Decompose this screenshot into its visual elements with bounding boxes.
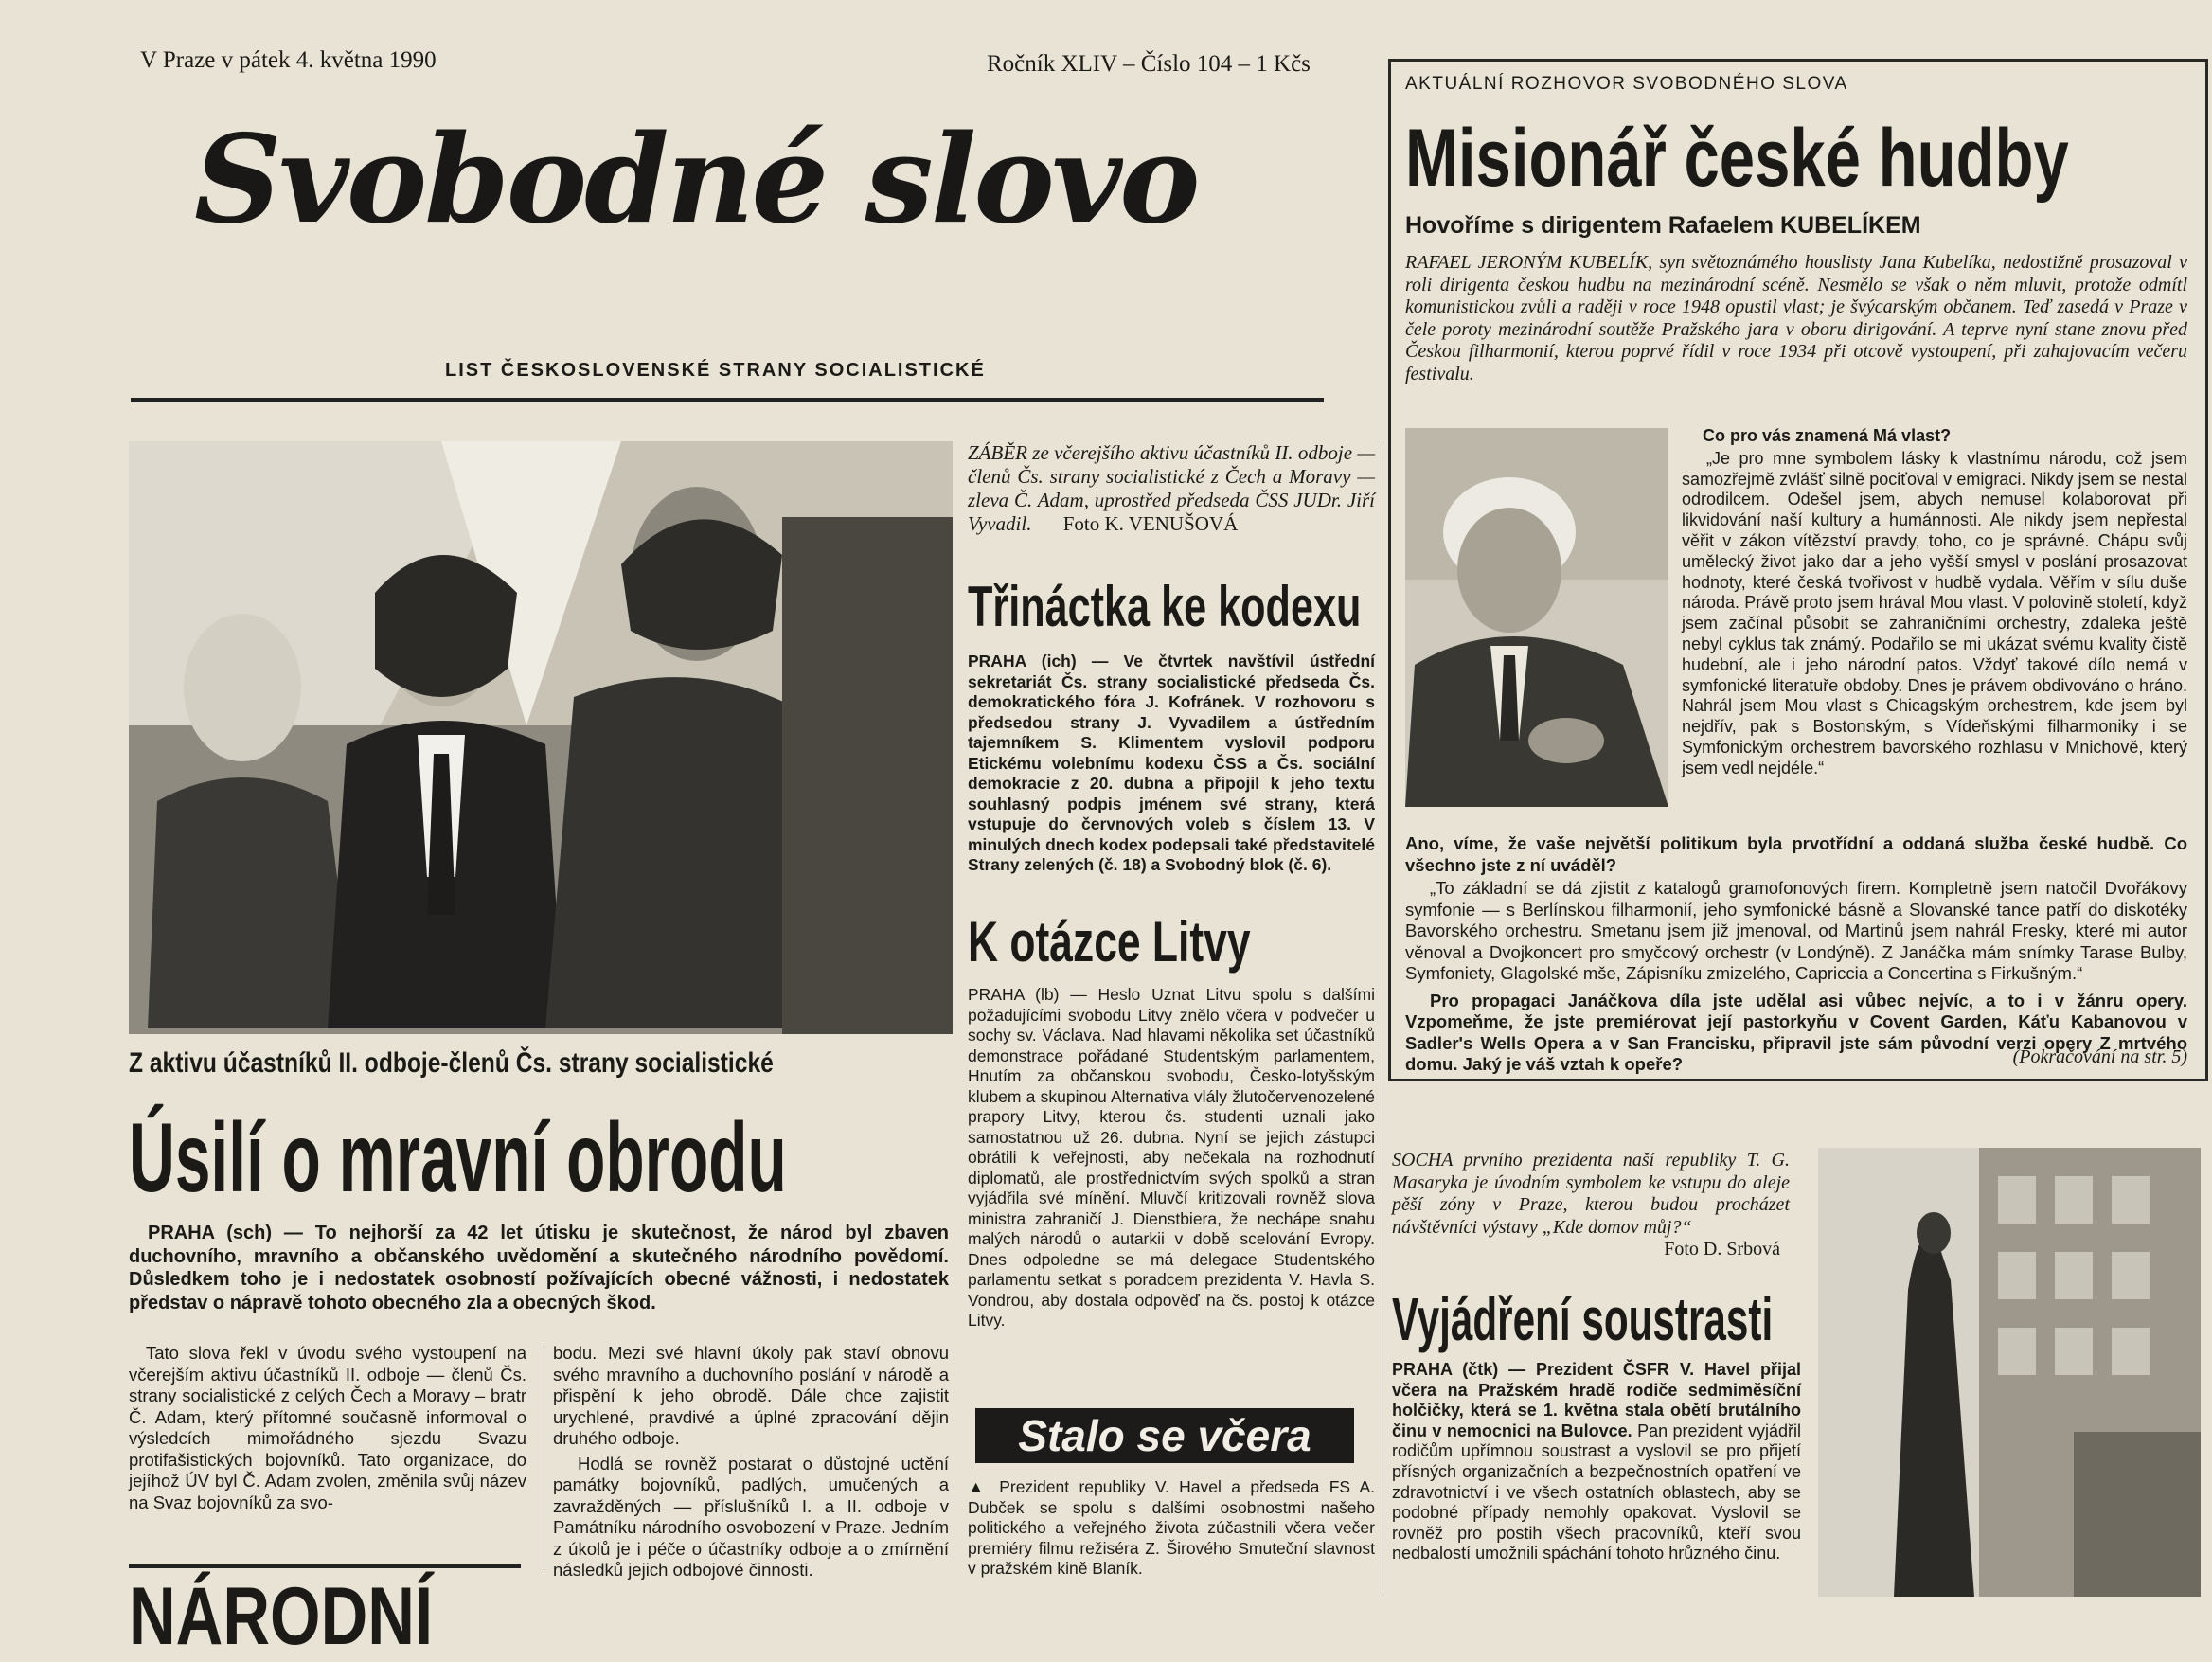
interview-qa-2 (1405, 833, 2187, 1076)
main-photo (129, 441, 953, 1034)
interview-question-1: Co pro vás znamená Má vlast? (1703, 426, 1952, 445)
stalo-se-text: Prezident republiky V. Havel a předseda FS A. Dubček se spolu s dalšími osobnostmi našeho politického a veřejného života zúčastnili včera večer premiéry filmu režiséra Z. Širového Smuteční slavnost v pražském kině Blaník. (968, 1477, 1375, 1578)
usili-headline: Úsilí o mravní obrodu (129, 1103, 787, 1213)
usili-col1: Tato slova řekl v úvodu svého vystoupení na včerejším aktivu účastníků II. odboje — členů Čs. strany socialistické z celých Čech a Moravy – bratr Č. Adam, který přítomné současně informoval o výsledcích mimořádného sjezdu Svazu protifašistických bojovníků. Tato organizace, do jejíhož ÚV byl Č. Adam zvolen, změnila svůj název na Svaz bojovníků za svo- (129, 1343, 526, 1512)
soustrast-body (1392, 1360, 1801, 1564)
litva-text: PRAHA (lb) — Heslo Uznat Litvu spolu s dalšími požadujícími svobodu Litvy znělo včera v podvečer u sochy sv. Václava. Nad hlavami několika set účastníků demonstrace pořádané Studentským parlamentem, Hnutím za občanskou svobodu, Česko-lotyšským klubem a skupinou Alternativa vlály žlutočervenozelené prapory Litvy, kterou čs. studenti uznali jako samostatnou už 26. dubna. Nyní se jejich zástupci obrátili k veřejnosti, aby nečekala na rozhodnutí diplomatů, ale prostřednictvím svých spolků a stran vyjádřila své mínění. Mluvčí kritizovali rovněž slova ministra zahraničí J. Dienstbiera, že nechápe snahu malých národů o autarkii v době scelování Evropy. Dnes odpoledne se má delegace Studentského parlamentu setkat s poradcem prezidenta V. Havla S. Vondrou, aby dostala odpověď na čs. postoj k otázce Litvy. (968, 985, 1375, 1330)
group-photo-image (129, 441, 953, 1034)
interview-headline: Misionář české hudby (1405, 113, 2069, 204)
trinactka-text: PRAHA (ich) — Ve čtvrtek navštívil ústřední sekretariát Čs. strany socialistické předseda Čs. demokratického fóra J. Kofránek. V rozhovoru s předsedou strany J. Vyvadilem a ústředním tajemníkem S. Klimentem vyslovil podporu Etickému volebnímu kodexu ČSS a Čs. sociální demokracie z 20. dubna a připojil k jeho textu souhlasný podpis jménem své strany, která vstupuje do červnových voleb s číslem 13. V minulých dnech kodex podepsali také představitelé Strany zelených (č. 18) a Svobodný blok (č. 6). (968, 652, 1375, 874)
issue-info: Ročník XLIV – Číslo 104 – 1 Kčs (987, 51, 1311, 77)
photo-note-text: ZÁBĚR ze včerejšího aktivu účastníků II. odboje — členů Čs. strany socialistické z Čech a Moravy — zleva Č. Adam, uprostřed předseda ČSS JUDr. Jiří Vyvadil. (968, 441, 1375, 535)
interview-qa-1 (1682, 426, 2187, 779)
stalo-se-item (968, 1477, 1375, 1580)
kubelik-photo (1405, 428, 1668, 807)
interview-dek: Hovoříme s dirigentem Rafaelem KUBELÍKEM (1405, 212, 1921, 239)
litva-headline: K otázce Litvy (968, 910, 1251, 974)
socha-caption-text: SOCHA prvního prezidenta naší republiky T. G. Masaryka je úvodním symbolem ke vstupu do aleje pěší zóny v Praze, kterou budou procházet návštěvníci výstavy „Kde domov můj?“ (1392, 1150, 1790, 1238)
usili-col2-para2: Hodlá se rovněž postarat o důstojné uctění památky bojovníků, padlých, umučených a zavražděných — příslušníků I. a II. odboje v Památníku národního osvobození v Praze. Jedním z úkolů je i péče o účastníky odboje a o zmírnění následků jejich odbojové činnosti. (553, 1453, 949, 1580)
usili-col2-para1: bodu. Mezi své hlavní úkoly pak staví obnovu svého mravního a duchovního poslání v národě a přispění k jeho obrodě. Dále chce zajistit urychlené, pravdivé a úplné zpracování dějin druhého odboje. (553, 1343, 949, 1448)
interview-question-2: Ano, víme, že vaše největší politikum byla prvotřídní a oddaná služba české hudbě. Co všechno jste z ní uváděl? (1405, 833, 2187, 875)
triangle-icon: ▲ (968, 1477, 1000, 1496)
soustrast-text: Pan prezident vyjádřil rodičům upřímnou soustrast a vyslovil se pro přijetí přísných organizačních a bezpečnostních opatření ve zdravotnictví i ve všech ostatních oblastech, aby se podobné případy nemohly opakovat. Vyslovil se rovněž pro postih všech pracovníků, kteří svou nedbalostí umožnili spáchání tohoto hrůzného činu. (1392, 1421, 1801, 1564)
photo-note-credit: Foto K. VENUŠOVÁ (1062, 512, 1239, 535)
socha-photo (1818, 1148, 2201, 1597)
socha-credit: Foto D. Srbová (1664, 1239, 1780, 1260)
photo-note (968, 441, 1375, 536)
masthead-rule (131, 398, 1324, 402)
masaryk-statue-image (1818, 1148, 2201, 1597)
interview-continued: (Pokračování na str. 5) (2012, 1046, 2187, 1067)
kubelik-portrait-image (1405, 428, 1668, 807)
narodni-rule (129, 1564, 521, 1568)
socha-caption (1392, 1150, 1790, 1261)
interview-answer-2: „To základní se dá zjistit z katalogů gramofonových firem. Kompletně jsem natočil Dvořákovy symfonie — s Berlínskou filharmonií, jeho symfonické básně a Slovanské tance patří do diskotéky Bavorského orchestru. Smetanu jsem již jmenoval, od Martinů jsem nahrál Fresky, které mi autor věnoval a Dvojkoncert pro smyčcový orchestr (v Londýně). Z Janáčka mám snímky Tarase Bulby, Symfoniety, Glagolské mše, Zápisníku zmizelého, Capriccia a Concertina s Firkušným.“ (1405, 878, 2187, 983)
interview-intro: RAFAEL JERONÝM KUBELÍK, syn světoznámého houslisty Jana Kubelíka, nedostižně prosazoval v roli dirigenta českou hudbu na mezinárodní scéně. Nesmělo se však o něm mluvit, protože odmítl komunistickou zvůli a raději v roce 1948 opustil vlast; je švýcarským občanem. Teď zasedá v Praze v čele poroty mezinárodní soutěže Pražského jara v oboru dirigování. A teprve nyní stane znovu před Českou filharmonií, kterou poprvé řídil v roce 1934 při otcově vystoupení, při zahajovacím večeru festivalu. (1405, 252, 2187, 384)
interview-answer-1: „Je pro mne symbolem lásky k vlastnímu národu, což jsem samozřejmě zvlášť silně pociťoval v emigraci. Nikdy jsem se nestal odrodilcem. Odešel jsem, abych nemusel kolaborovat při likvidování naší kultury a humánnosti. Ale nikdy jsem nepřestal věřit v zákon vítězství pravdy, toho, co je správné. Chápu svůj umělecký život jako dar a jeho vyšší smysl v poslání prosazovat hodnoty, které česká tvořivost v hudbě vydala. Věřím v sílu duše národa. Právě proto jsem hrával Mou vlast. V polovině století, když jsem začínal působit se zahraničními orchestry, zdaleka ještě nebyl cyklus tak známý. Podařilo se mi ukázat svému kvality čistě hudební, ale i jeho národní patos. Vždyť takové dílo nemá v symfonické literatuře obdoby. Dnes je právem obdivováno o hráno. Nahrál jsem Mou vlast s Chicagským orchestrem, kde jsem byl nejdřív, pak s Bostonským, s Vídeňskými filharmoniky i se Symfonickým orchestrem bavorského rozhlasu v Mnichově, který jsem vedl nejdéle.“ (1682, 448, 2187, 777)
dateline: V Praze v pátek 4. května 1990 (140, 47, 437, 73)
usili-lead: PRAHA (sch) — To nejhorší za 42 let útisku je skutečnost, že národ byl zbaven duchovního, mravního a občanského uvědomění a skutečného národního povědomí. Důsledkem toho je i nedostatek osobností požívajících obecné vážnosti, i nedostatek představ o nápravě tohoto obecného zla a obecných škod. (129, 1223, 949, 1314)
interview-question-3: Pro propagaci Janáčkova díla jste udělal asi vůbec nejvíc, a to i v žánru opery. Vzpomeňme, že jste premiérovat její pastorkyňu v Covent Garden, Káťu Kabanovou v Sadler's Wells Opera a v San Francisku, připravil jste sám původní verzi opery Z mrtvého domu. Jaký je váš vztah k opeře? (1405, 990, 2187, 1074)
trinactka-headline: Třináctka ke kodexu (968, 575, 1362, 638)
masthead-title: Svobodné slovo (194, 109, 1198, 251)
usili-col2 (553, 1343, 949, 1582)
masthead-subtitle: LIST ČESKOSLOVENSKÉ STRANY SOCIALISTICKÉ (445, 360, 986, 381)
photo-caption-heading: Z aktivu účastníků II. odboje-členů Čs. strany socialistické (129, 1047, 774, 1079)
soustrast-headline: Vyjádření soustrasti (1392, 1285, 1774, 1353)
vertical-divider (1382, 441, 1383, 1597)
narodni-headline: NÁRODNÍ (129, 1571, 434, 1662)
soustrast-lead: PRAHA (čtk) — Prezident ČSFR V. Havel přijal včera na Pražském hradě rodiče sedmiměsíční holčičky, která se 1. května stala obětí brutálního činu v nemocnici na Bulovce. (1392, 1360, 1801, 1440)
stalo-se-banner: Stalo se včera (975, 1408, 1354, 1463)
interview-kicker: AKTUÁLNÍ ROZHOVOR SVOBODNÉHO SLOVA (1405, 74, 1848, 94)
